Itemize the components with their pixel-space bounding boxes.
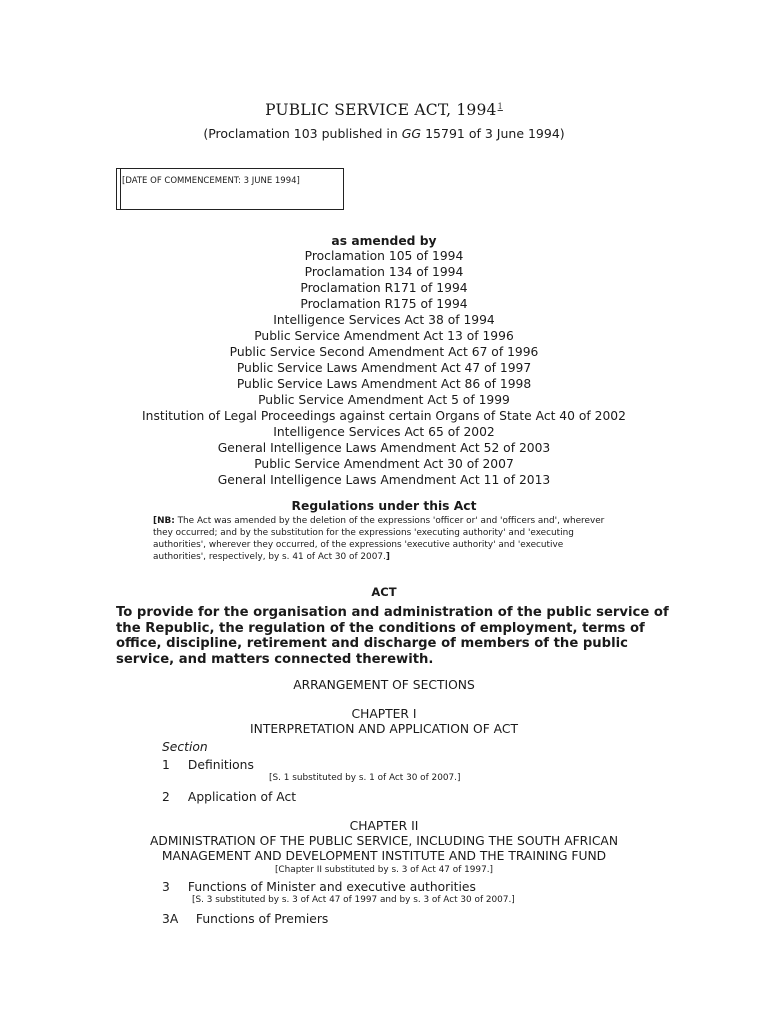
chapter-2-title-line2: MANAGEMENT AND DEVELOPMENT INSTITUTE AND THE TRAINING FUND [161,849,607,863]
section-number: 1 [162,758,170,772]
footnote-link[interactable]: 1 [497,101,503,111]
amendment-item: Public Service Laws Amendment Act 86 of 1998 [236,377,532,391]
subtitle-suffix: 15791 of 3 June 1994) [421,126,565,141]
section-column-label: Section [162,740,208,754]
chapter-1-title: INTERPRETATION AND APPLICATION OF ACT [250,722,518,736]
chapter-1-label: CHAPTER I [351,707,417,721]
amendment-item: Intelligence Services Act 65 of 2002 [273,425,495,439]
section-3-note: [S. 3 substituted by s. 3 of Act 47 of 1997 and by s. 3 of Act 30 of 2007.] [192,895,515,905]
nb-note: [NB: The Act was amended by the deletion of the expressions 'officer or' and 'officers and', wherever they occurred; and by the substitution for the expressions 'executing authority' and 'executing authorities', wherever they occurred, of the expressions 'executive authority' and 'executive authorities', respectively, by s. 41 of Act 30 of 2007.] [153,516,605,562]
section-title: Functions of Minister and executive authorities [187,880,476,894]
amendment-item: Proclamation 105 of 1994 [304,249,464,263]
commencement-box [116,168,344,210]
nb-label: NB: [157,516,175,526]
amendment-item: Public Service Amendment Act 30 of 2007 [254,457,514,471]
document-title [0,101,768,119]
title-text: PUBLIC SERVICE ACT, 1994 [265,101,497,119]
subtitle-prefix: (Proclamation 103 published in [203,126,402,141]
act-heading: ACT [371,585,397,599]
amendment-item: Public Service Second Amendment Act 67 of 1996 [229,345,539,359]
amendment-item: Intelligence Services Act 38 of 1994 [273,313,495,327]
commencement-date: [DATE OF COMMENCEMENT: 3 JUNE 1994] [122,176,300,186]
amendment-item: Proclamation R175 of 1994 [300,297,468,311]
section-3-entry[interactable] [162,880,476,894]
amendment-item: Public Service Laws Amendment Act 47 of 1997 [236,361,532,375]
nb-text: The Act was amended by the deletion of the expressions 'officer or' and 'officers and', wherever they occurred; and by the substitution for the expressions 'executing authority' and 'executing authorities', wherever they occurred, of the expressions 'executive authority' and 'executive authorities', respectively, by s. 41 of Act 30 of 2007. [153,516,605,562]
amendment-item: Public Service Amendment Act 5 of 1999 [258,393,510,407]
section-1-entry[interactable] [162,758,254,772]
amendment-item: Proclamation R171 of 1994 [300,281,468,295]
section-title: Functions of Premiers [195,912,329,926]
amendment-item: Proclamation 134 of 1994 [304,265,464,279]
commencement-box-rule [120,169,121,209]
chapter-2-note: [Chapter II substituted by s. 3 of Act 47 of 1997.] [274,865,494,875]
chapter-2-label: CHAPTER II [349,819,419,833]
section-number: 2 [162,790,170,804]
proclamation-subtitle [0,126,768,141]
amendment-item: General Intelligence Laws Amendment Act 52 of 2003 [217,441,551,455]
chapter-2-title-line1: ADMINISTRATION OF THE PUBLIC SERVICE, INCLUDING THE SOUTH AFRICAN [149,834,619,848]
section-number: 3 [162,880,170,894]
arrangement-heading: ARRANGEMENT OF SECTIONS [293,678,475,692]
subtitle-gg: GG [401,126,422,141]
amendment-item: General Intelligence Laws Amendment Act 11 of 2013 [217,473,551,487]
section-1-note: [S. 1 substituted by s. 1 of Act 30 of 2007.] [269,773,461,783]
section-number: 3A [162,912,179,926]
section-title: Application of Act [187,790,297,804]
regulations-heading: Regulations under this Act [291,499,477,513]
amendment-item: Institution of Legal Proceedings against certain Organs of State Act 40 of 2002 [142,409,626,423]
act-purpose: To provide for the organisation and administration of the public service of the Republic, the regulation of the conditions of employment, terms of office, discipline, retirement and discharge of members of the public service, and matters connected therewith. [116,605,669,667]
section-title: Definitions [187,758,254,772]
section-3a-entry[interactable] [162,912,328,926]
amended-by-heading: as amended by [331,234,437,248]
section-2-entry[interactable] [162,790,296,804]
amendment-item: Public Service Amendment Act 13 of 1996 [254,329,514,343]
